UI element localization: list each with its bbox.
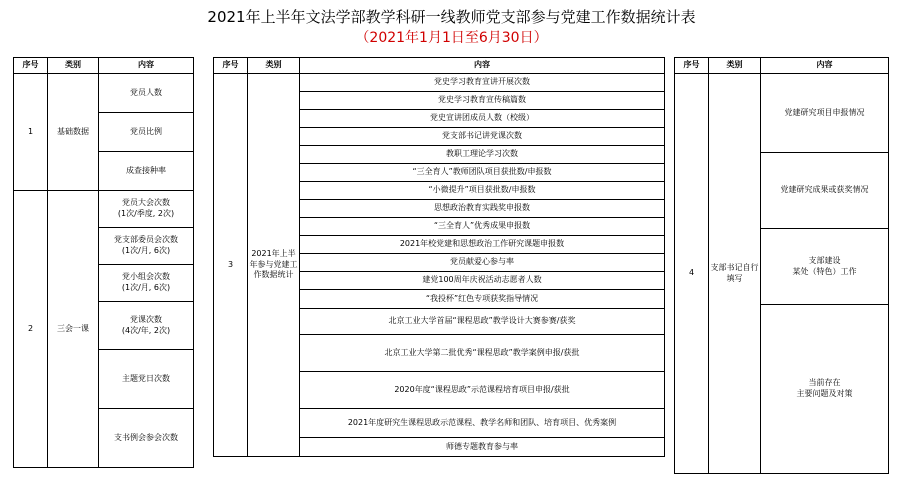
content-cell: 党建研究成果或获奖情况 — [761, 153, 889, 229]
content-cell: 2020年度“课程思政”示范课程培育项目申报/获批 — [300, 372, 665, 409]
content-cell: “小微提升”项目获批数/申报数 — [300, 182, 665, 200]
content-cell: 建党100周年庆祝活动志愿者人数 — [300, 272, 665, 290]
content-cell: 主题党日次数 — [99, 350, 194, 409]
content-cell: 党课次数 (4次/年, 2次) — [99, 302, 194, 350]
content-cell: 党员大会次数 (1次/季度, 2次) — [99, 191, 194, 228]
content-cell: 党史学习教育宣传稿篇数 — [300, 92, 665, 110]
content-cell: 党史宣讲团成员人数（校级） — [300, 110, 665, 128]
content-cell: 党员献爱心参与率 — [300, 254, 665, 272]
seq-cell: 1 — [14, 74, 48, 191]
content-cell: 党建研究项目申报情况 — [761, 74, 889, 153]
content-cell: 教职工理论学习次数 — [300, 146, 665, 164]
content-cell: “我投杯”红色专项获奖指导情况 — [300, 290, 665, 309]
content-cell: 党史学习教育宣讲开展次数 — [300, 74, 665, 92]
content-cell: 师德专题教育参与率 — [300, 438, 665, 457]
content-cell: 北京工业大学首届“课程思政”教学设计大赛参赛/获奖 — [300, 309, 665, 335]
content-cell: “三全育人”教师团队项目获批数/申报数 — [300, 164, 665, 182]
content-cell: 当前存在 主要问题及对策 — [761, 305, 889, 474]
content-cell: 党员人数 — [99, 74, 194, 113]
content-cell: 成查接种率 — [99, 152, 194, 191]
header-content: 内容 — [761, 58, 889, 74]
table-secretary-input — [674, 57, 889, 474]
page-title: 2021年上半年文法学部教学科研一线教师党支部参与党建工作数据统计表 — [207, 8, 696, 26]
table-party-work — [213, 57, 665, 457]
seq-cell: 3 — [214, 74, 248, 457]
content-cell: 党支部委员会次数 (1次/月, 6次) — [99, 228, 194, 265]
header-category: 类别 — [709, 58, 761, 74]
content-cell: 2021年校党建和思想政治工作研究课题申报数 — [300, 236, 665, 254]
content-cell: 支部建设 某处（特色）工作 — [761, 229, 889, 305]
content-cell: 2021年度研究生课程思政示范课程、教学名师和团队、培育项目、优秀案例 — [300, 409, 665, 438]
category-cell: 基础数据 — [48, 74, 99, 191]
header-category: 类别 — [48, 58, 99, 74]
content-cell: 思想政治教育实践奖申报数 — [300, 200, 665, 218]
page-subtitle: （2021年1月1日至6月30日） — [355, 30, 548, 46]
content-cell: 党员比例 — [99, 113, 194, 152]
content-cell: 北京工业大学第二批优秀“课程思政”教学案例申报/获批 — [300, 335, 665, 372]
seq-cell: 4 — [675, 74, 709, 474]
category-cell: 三会一课 — [48, 191, 99, 468]
seq-cell: 2 — [14, 191, 48, 468]
category-cell: 支部书记自行填写 — [709, 74, 761, 474]
table-basic-data — [13, 57, 194, 468]
content-cell: 党小组会次数 (1次/月, 6次) — [99, 265, 194, 302]
header-seq: 序号 — [214, 58, 248, 74]
header-seq: 序号 — [675, 58, 709, 74]
category-cell: 2021年上半年参与党建工作数据统计 — [248, 74, 300, 457]
content-cell: 党支部书记讲党课次数 — [300, 128, 665, 146]
content-cell: 支书例会参会次数 — [99, 409, 194, 468]
content-cell: “三全育人”优秀成果申报数 — [300, 218, 665, 236]
header-seq: 序号 — [14, 58, 48, 74]
header-content: 内容 — [300, 58, 665, 74]
header-content: 内容 — [99, 58, 194, 74]
header-category: 类别 — [248, 58, 300, 74]
